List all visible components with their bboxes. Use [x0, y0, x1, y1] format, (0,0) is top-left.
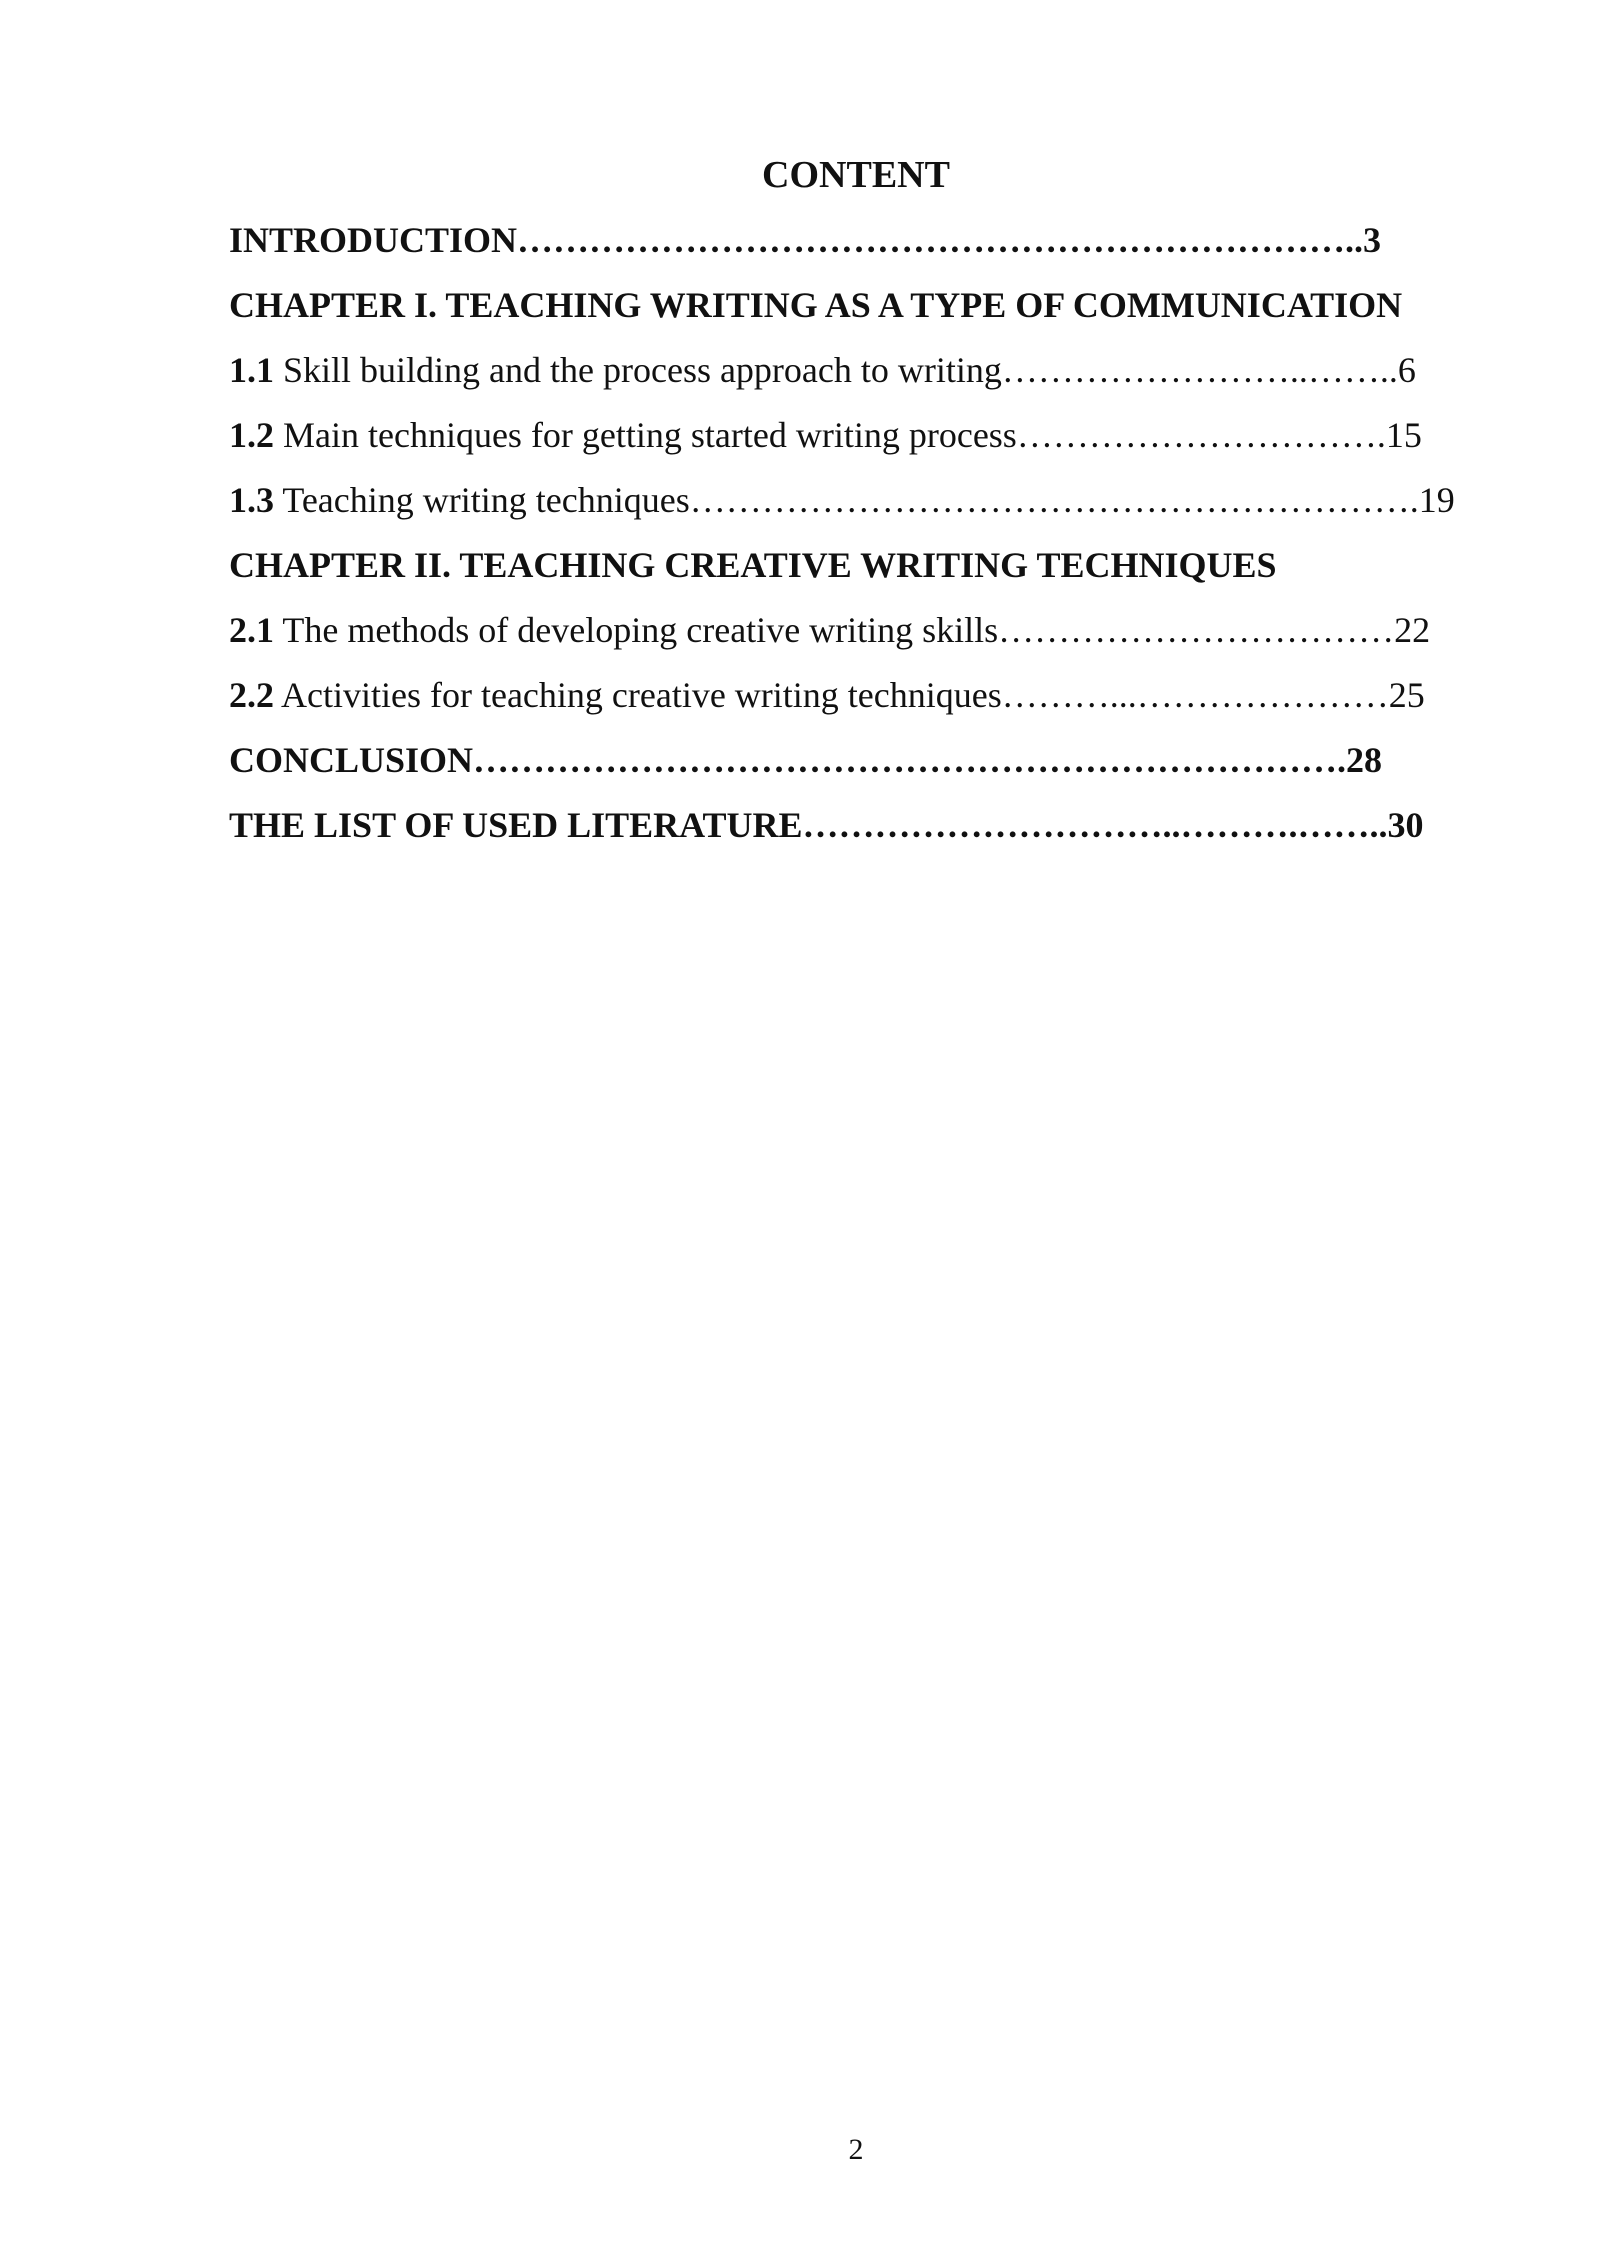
toc-entry-text: Teaching writing techniques…………………………………………………….19	[274, 480, 1455, 520]
toc-entry-number: 2.1	[229, 610, 274, 650]
toc-entry-chapter-2	[229, 540, 1489, 605]
toc-entry-introduction	[229, 215, 1489, 280]
toc-entry-number: 1.3	[229, 480, 274, 520]
toc-entry-text: INTRODUCTION……………………………………………………………..3	[229, 220, 1382, 260]
table-of-contents	[229, 215, 1489, 865]
toc-entry-text: CONCLUSION……………………………………………………………….28	[229, 740, 1383, 780]
toc-entry-1-3	[229, 475, 1489, 540]
toc-entry-literature	[229, 800, 1489, 865]
toc-entry-1-1	[229, 345, 1489, 410]
toc-entry-text: CHAPTER II. TEACHING CREATIVE WRITING TECHNIQUES	[229, 545, 1277, 585]
toc-entry-number: 2.2	[229, 675, 274, 715]
toc-entry-number: 1.2	[229, 415, 274, 455]
toc-entry-text: CHAPTER I. TEACHING WRITING AS A TYPE OF COMMUNICATION	[229, 285, 1403, 325]
toc-entry-2-2	[229, 670, 1489, 735]
toc-entry-text: THE LIST OF USED LITERATURE…………………………..……….……..30	[229, 805, 1424, 845]
toc-entry-2-1	[229, 605, 1489, 670]
toc-entry-number: 1.1	[229, 350, 274, 390]
toc-entry-text: Skill building and the process approach to writing……………………..……..6	[274, 350, 1416, 390]
page-title: CONTENT	[762, 154, 950, 196]
toc-entry-conclusion	[229, 735, 1489, 800]
toc-entry-1-2	[229, 410, 1489, 475]
toc-entry-text: Activities for teaching creative writing techniques………...…………………25	[274, 675, 1425, 715]
page-number: 2	[848, 2133, 864, 2166]
toc-entry-text: The methods of developing creative writing skills……………………………22	[274, 610, 1431, 650]
toc-entry-chapter-1	[229, 280, 1489, 345]
toc-entry-text: Main techniques for getting started writing process………………………….15	[274, 415, 1422, 455]
